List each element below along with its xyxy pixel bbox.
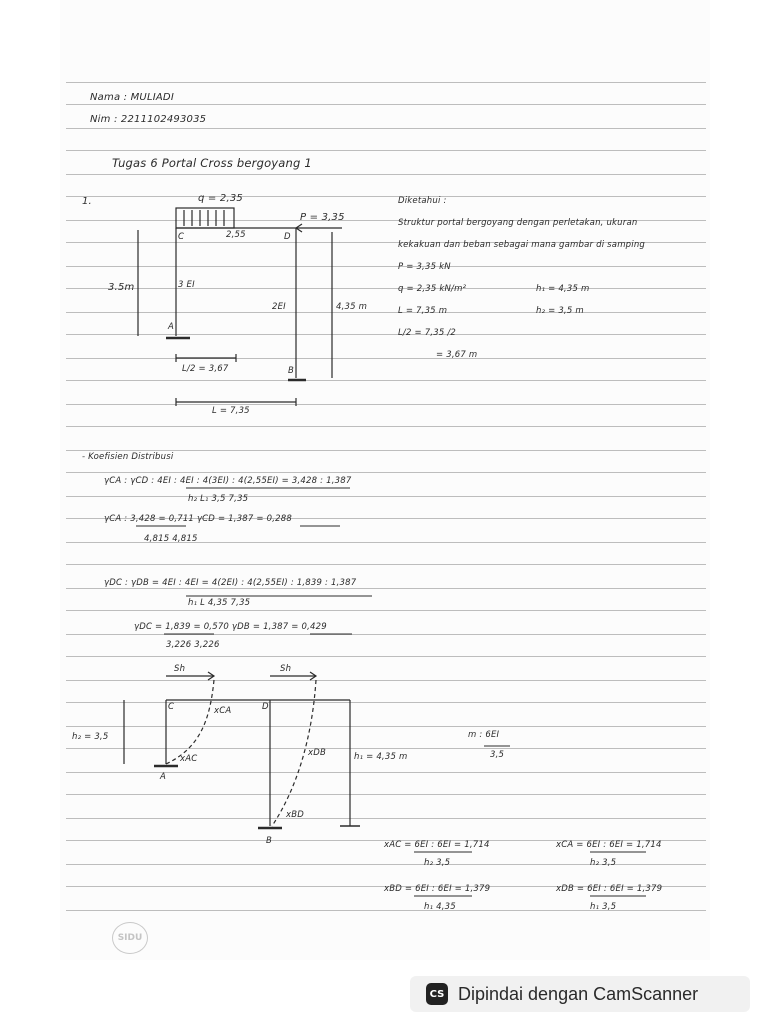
- distribution-row-2-den: 4,815 4,815: [144, 534, 198, 544]
- xca-formula: xCA = 6EI : 6EI = 1,714: [556, 840, 662, 850]
- camscanner-badge: [410, 976, 750, 1012]
- m-row: m : 6EI: [468, 730, 500, 740]
- distribution-row-4-den: 3,226 3,226: [166, 640, 220, 650]
- student-name: Nama : MULIADI: [90, 92, 174, 103]
- given-p: P = 3,35 kN: [398, 262, 451, 272]
- camscanner-text: Dipindai dengan CamScanner: [458, 983, 699, 1004]
- xdb-label: xDB: [308, 748, 327, 758]
- load-q-label: q = 2,35: [198, 193, 243, 204]
- student-nim: Nim : 2211102493035: [90, 114, 207, 125]
- half-span-label: L/2 = 3,67: [182, 364, 229, 374]
- frame2-node-a: A: [160, 772, 167, 782]
- xca-den: h₂ 3,5: [590, 858, 617, 868]
- h2-label: h₂ = 3,5: [72, 732, 109, 742]
- xbd-formula: xBD = 6EI : 6EI = 1,379: [384, 884, 491, 894]
- span-label: L = 7,35: [212, 406, 250, 416]
- xbd-den: h₁ 4,35: [424, 902, 456, 912]
- left-height-label: 3.5m: [108, 282, 135, 293]
- sh-left-label: Sh: [174, 664, 186, 674]
- frame2-node-c: C: [168, 702, 175, 712]
- h1-label: h₁ = 4,35 m: [354, 752, 408, 762]
- distribution-row-3: γDC : γDB = 4EI : 4EI = 4(2EI) : 4(2,55EI) : 1,839 : 1,387: [104, 578, 357, 588]
- distribution-row-1-den: h₂ L₁ 3,5 7,35: [188, 494, 249, 504]
- given-q: q = 2,35 kN/m²: [398, 284, 467, 294]
- xac-den: h₂ 3,5: [424, 858, 451, 868]
- xac-label: xAC: [180, 754, 198, 764]
- distribution-row-4: γDC = 1,839 = 0,570 γDB = 1,387 = 0,429: [134, 622, 327, 632]
- xdb-den: h₁ 3,5: [590, 902, 617, 912]
- load-p-label: P = 3,35: [300, 212, 345, 223]
- node-c-label: C: [178, 232, 185, 242]
- sh-right-label: Sh: [280, 664, 292, 674]
- given-h2: h₂ = 3,5 m: [536, 306, 584, 316]
- fraction-bars: [136, 488, 646, 896]
- xdb-formula: xDB = 6EI : 6EI = 1,379: [556, 884, 663, 894]
- given-l-half: L/2 = 7,35 /2: [398, 328, 457, 338]
- problem-number: 1.: [82, 196, 92, 207]
- right-stiffness-label: 2EI: [272, 302, 286, 312]
- distribution-heading: - Koefisien Distribusi: [82, 452, 174, 462]
- distribution-row-3-den: h₁ L 4,35 7,35: [188, 598, 251, 608]
- given-h1: h₁ = 4,35 m: [536, 284, 590, 294]
- xbd-label: xBD: [286, 810, 305, 820]
- frame2-node-d: D: [262, 702, 269, 712]
- paper-watermark-logo: SIDU: [112, 922, 148, 954]
- given-l-half-result: = 3,67 m: [436, 350, 478, 360]
- beam-stiffness-label: 2,55: [226, 230, 246, 240]
- node-d-label: D: [284, 232, 291, 242]
- page-title: Tugas 6 Portal Cross bergoyang 1: [112, 156, 312, 170]
- given-line-1: Struktur portal bergoyang dengan perletakan, ukuran: [398, 218, 638, 228]
- camscanner-logo-icon: CS: [426, 983, 448, 1005]
- node-b-label: B: [288, 366, 295, 376]
- xac-formula: xAC = 6EI : 6EI = 1,714: [384, 840, 490, 850]
- given-l: L = 7,35 m: [398, 306, 448, 316]
- distribution-row-1: γCA : γCD : 4EI : 4EI : 4(3EI) : 4(2,55EI) = 3,428 : 1,387: [104, 476, 352, 486]
- given-line-2: kekakuan dan beban sebagai mana gambar di samping: [398, 240, 646, 250]
- given-heading: Diketahui :: [398, 196, 447, 206]
- right-height-label: 4,35 m: [336, 302, 368, 312]
- distribution-row-2: γCA : 3,428 = 0,711 γCD = 1,387 = 0,288: [104, 514, 292, 524]
- left-stiffness-label: 3 EI: [178, 280, 195, 290]
- m-den: 3,5: [490, 750, 505, 760]
- xca-label: xCA: [214, 706, 232, 716]
- frame2-node-b: B: [266, 836, 273, 846]
- node-a-label: A: [168, 322, 175, 332]
